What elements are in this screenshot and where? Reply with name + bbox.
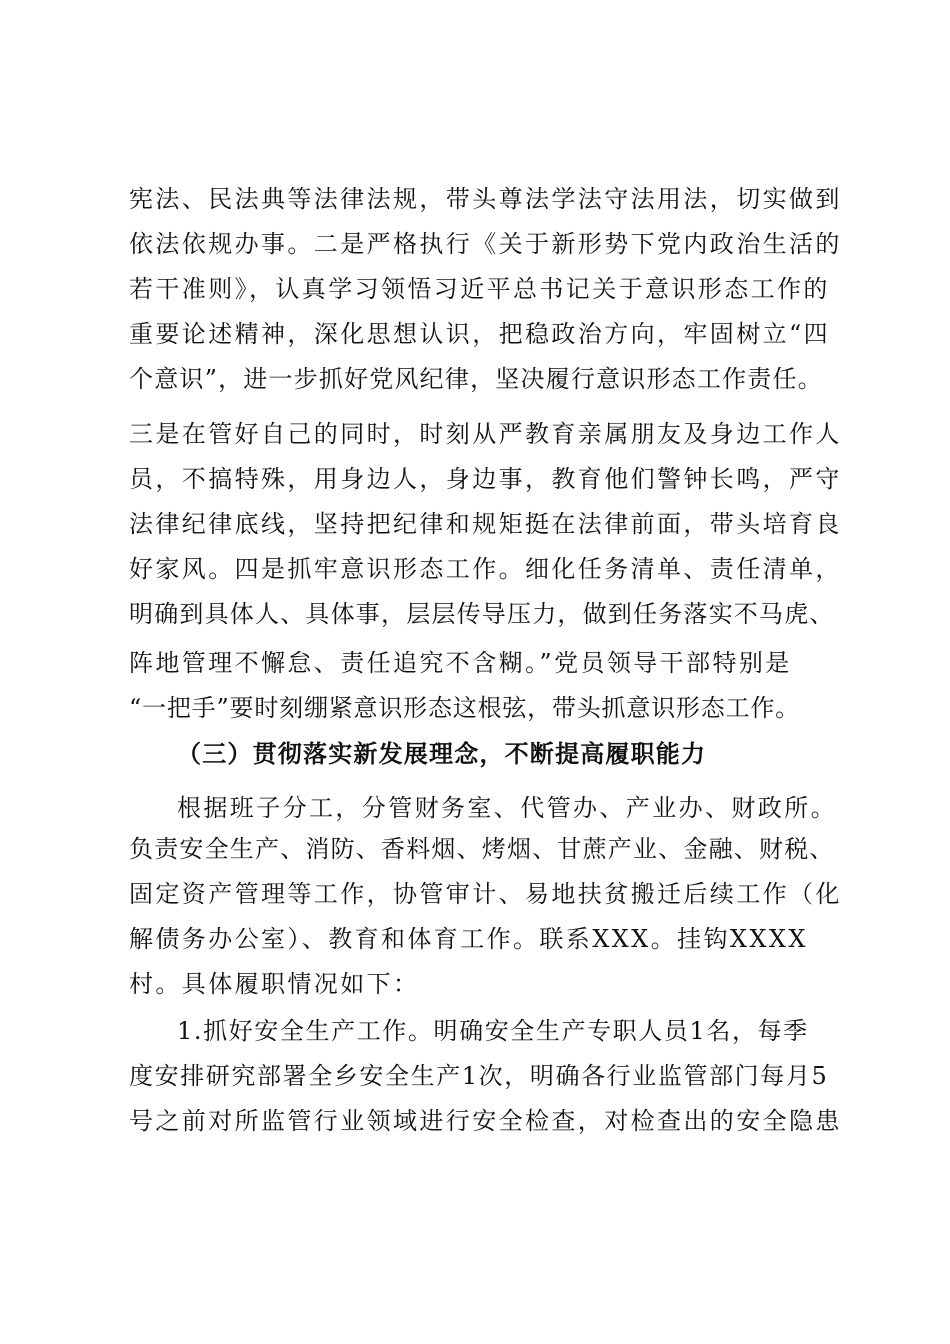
text-line: 度安排研究部署全乡安全生产1次，明确各行业监管部门每月5 [129, 1062, 829, 1090]
text-line: 明确到具体人、具体事，层层传导压力，做到任务落实不马虎、 [129, 600, 835, 628]
text-line: 个意识”，进一步抓好党风纪律，坚决履行意识形态工作责任。 [129, 365, 823, 393]
paragraph-first-line: 根据班子分工，分管财务室、代管办、产业办、财政所。 [177, 794, 837, 822]
text-line: 依法依规办事。二是严格执行《关于新形势下党内政治生活的 [129, 230, 842, 258]
text-line: 号之前对所监管行业领域进行安全检查，对检查出的安全隐患 [129, 1107, 842, 1135]
text-line: 若干准则》，认真学习领悟习近平总书记关于意识形态工作的 [129, 275, 830, 303]
text-line: 负责安全生产、消防、香料烟、烤烟、甘蔗产业、金融、财税、 [129, 835, 835, 863]
text-line: 重要论述精神，深化思想认识，把稳政治方向，牢固树立“四 [129, 320, 831, 348]
text-line: 好家风。四是抓牢意识形态工作。细化任务清单、责任清单， [129, 555, 842, 583]
text-line: 阵地管理不懈怠、责任追究不含糊。”党员领导干部特别是 [129, 649, 792, 677]
paragraph-first-line: 1.抓好安全生产工作。明确安全生产专职人员1名，每季 [177, 1017, 809, 1045]
section-heading: （三）贯彻落实新发展理念，不断提高履职能力 [177, 739, 707, 768]
text-line: 员，不搞特殊，用身边人，身边事，教育他们警钟长鸣，严守 [129, 465, 842, 493]
text-line: “一把手”要时刻绷紧意识形态这根弦，带头抓意识形态工作。 [129, 694, 800, 722]
text-line: 宪法、民法典等法律法规，带头尊法学法守法用法，切实做到 [129, 185, 842, 213]
text-line: 解债务办公室）、教育和体育工作。联系XXX。挂钩XXXX [129, 925, 808, 953]
text-line: 三是在管好自己的同时，时刻从严教育亲属朋友及身边工作人 [129, 420, 842, 448]
text-line: 法律纪律底线，坚持把纪律和规矩挺在法律前面，带头培育良 [129, 510, 842, 538]
text-line: 村。具体履职情况如下： [129, 970, 420, 998]
text-line: 固定资产管理等工作，协管审计、易地扶贫搬迁后续工作（化 [129, 880, 842, 908]
